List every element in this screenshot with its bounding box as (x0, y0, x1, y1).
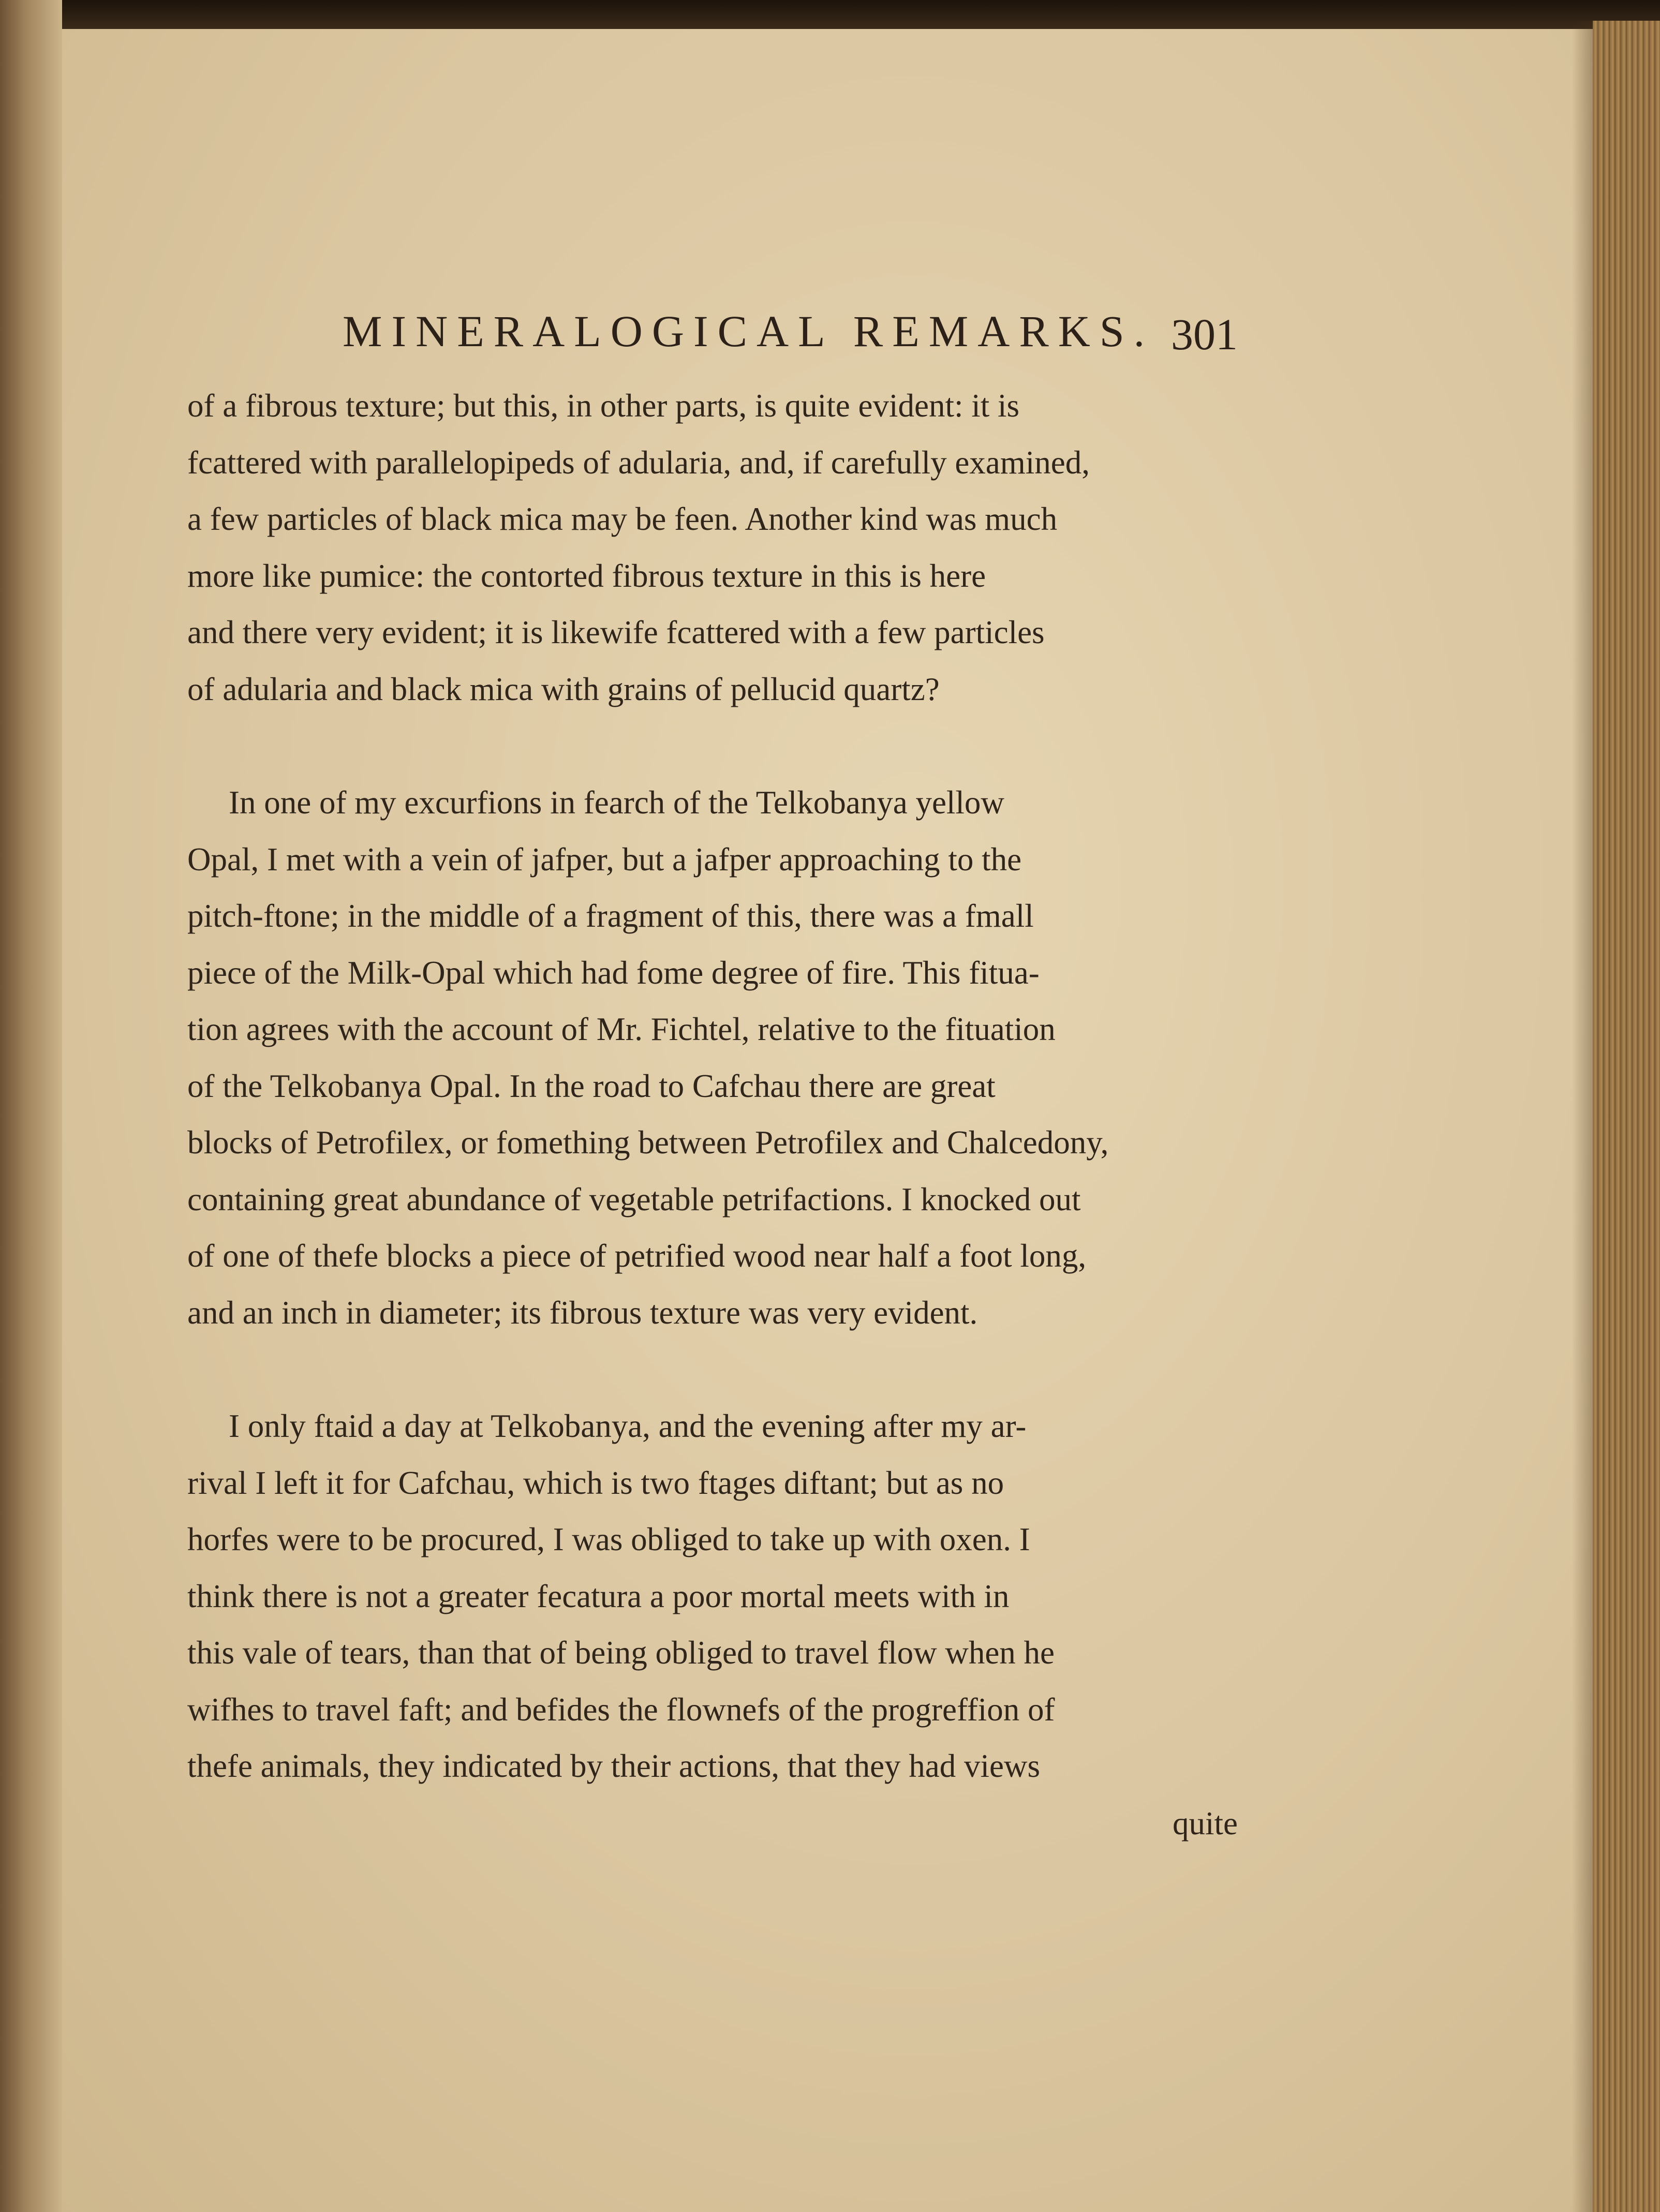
text-line: of adularia and black mica with grains of pellucid quartz? (187, 671, 940, 707)
text-line: pitch-ftone; in the middle of a fragment of this, there was a fmall (187, 898, 1034, 934)
text-line: horfes were to be procured, I was obliged to take up with oxen. I (187, 1521, 1030, 1557)
text-line: fcattered with parallelopipeds of adularia, and, if carefully examined, (187, 444, 1090, 481)
page-number: 301 (1171, 309, 1238, 359)
text-line: this vale of tears, than that of being obliged to travel flow when he (187, 1635, 1055, 1671)
text-line: more like pumice: the contorted fibrous texture in this is here (187, 557, 986, 594)
text-line: of a fibrous texture; but this, in other parts, is quite evident: it is (187, 388, 1019, 424)
paragraph (187, 775, 1238, 1341)
text-line: and an inch in diameter; its fibrous texture was very evident. (187, 1294, 978, 1331)
text-line: Opal, I met with a vein of jafper, but a jafper approaching to the (187, 841, 1022, 878)
catchword: quite (1173, 1805, 1238, 1842)
running-head: MINERALOGICAL REMARKS. (343, 306, 1154, 356)
text-line: thefe animals, they indicated by their actions, that they had views (187, 1748, 1040, 1784)
text-line: and there very evident; it is likewife fcattered with a few particles (187, 614, 1045, 650)
text-line: In one of my excurfions in fearch of the Telkobanya yellow (229, 784, 1004, 821)
text-line: blocks of Petrofilex, or fomething between Petrofilex and Chalcedony, (187, 1124, 1109, 1161)
text-line: a few particles of black mica may be feen. Another kind was much (187, 501, 1058, 537)
text-line: of the Telkobanya Opal. In the road to Cafchau there are great (187, 1067, 996, 1104)
page-header (187, 295, 1238, 373)
text-line: rival I left it for Cafchau, which is two ftages diftant; but as no (187, 1464, 1004, 1501)
paragraph-gap (187, 1341, 1238, 1398)
paragraph (187, 1398, 1238, 1795)
fore-edge (1593, 21, 1660, 2212)
binding-gutter (0, 0, 62, 2212)
text-line: wifhes to travel faft; and befides the flownefs of the progreffion of (187, 1691, 1055, 1728)
top-edge (0, 0, 1660, 29)
text-line: think there is not a greater fecatura a poor mortal meets with in (187, 1578, 1010, 1614)
text-line: piece of the Milk-Opal which had fome degree of fire. This fitua- (187, 954, 1040, 991)
text-line: containing great abundance of vegetable petrifactions. I knocked out (187, 1181, 1081, 1218)
text-line: of one of thefe blocks a piece of petrified wood near half a foot long, (187, 1238, 1087, 1274)
paragraph (187, 378, 1238, 718)
text-line: tion agrees with the account of Mr. Fichtel, relative to the fituation (187, 1011, 1056, 1047)
text-line: I only ftaid a day at Telkobanya, and the evening after my ar- (229, 1408, 1027, 1444)
paragraph-gap (187, 718, 1238, 775)
fore-edge-shadow (1572, 21, 1593, 2212)
body-text (187, 378, 1238, 1852)
